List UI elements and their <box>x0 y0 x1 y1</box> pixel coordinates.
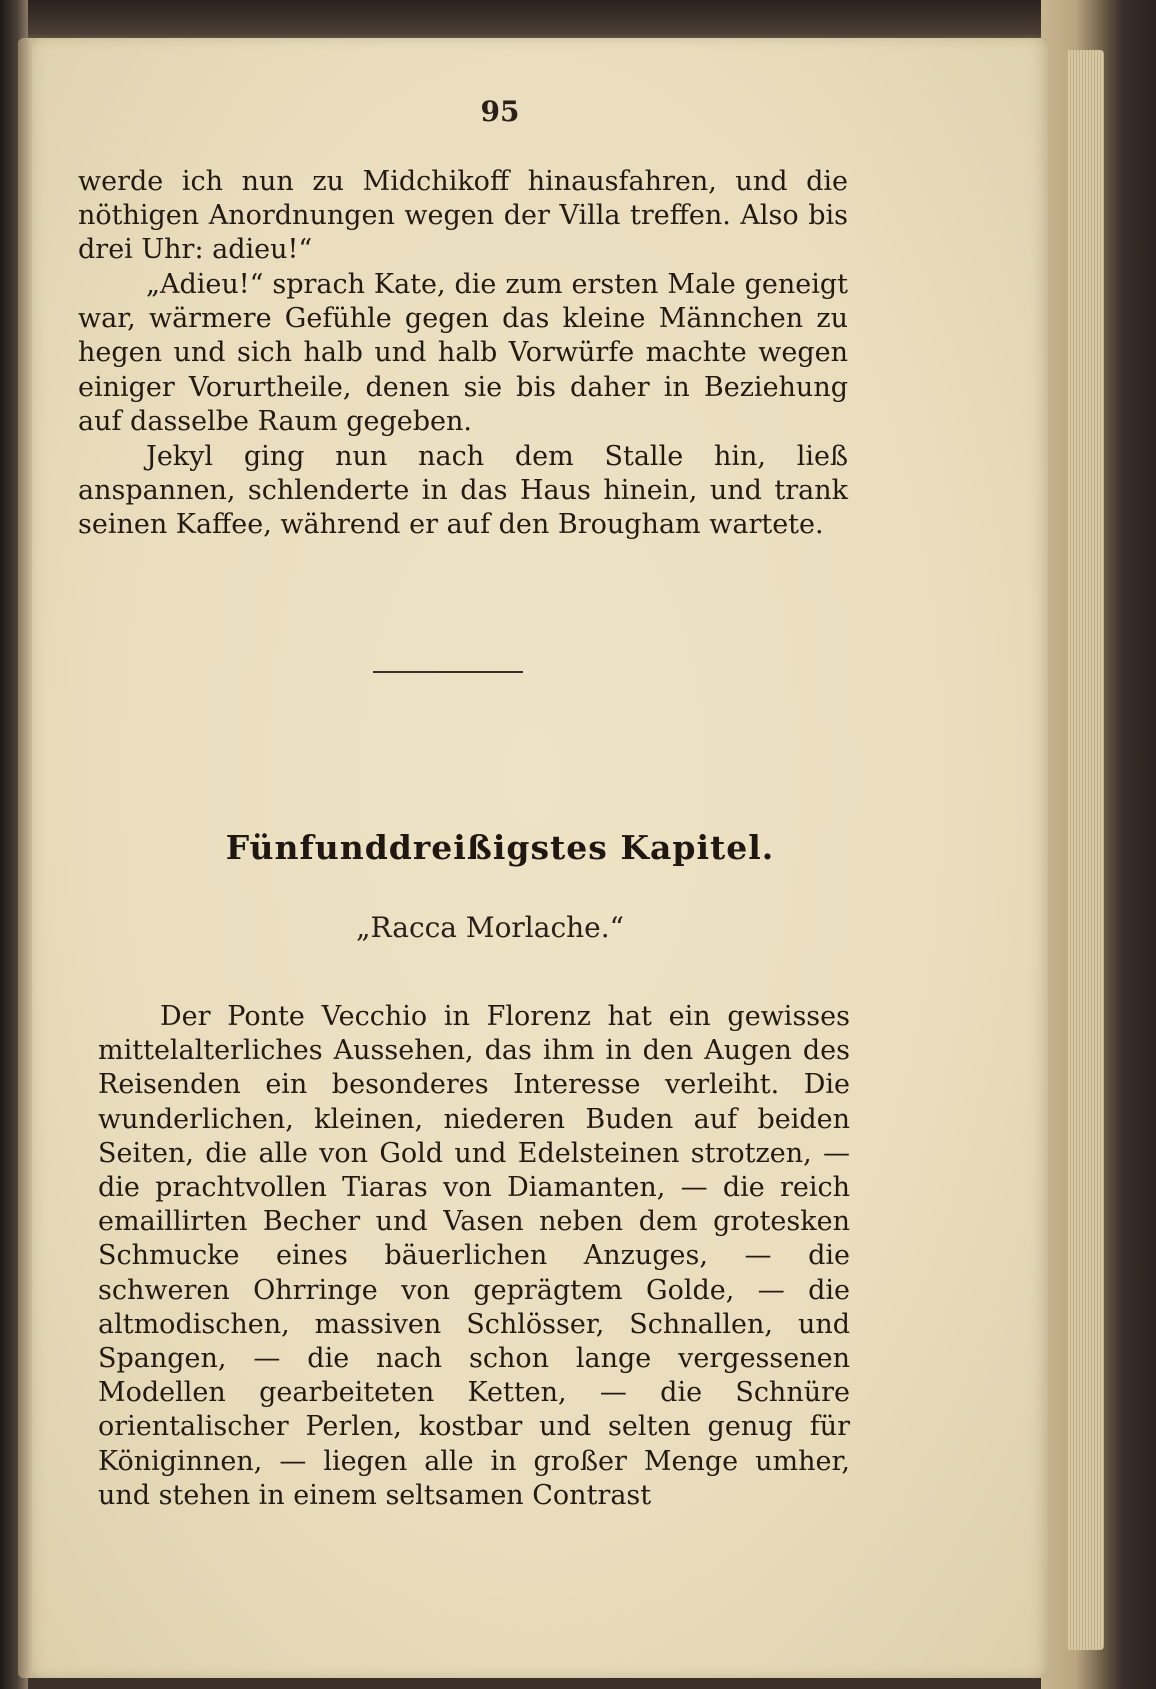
page-edges <box>1068 50 1104 1650</box>
page-gutter <box>18 38 32 1678</box>
paragraph-3: Jekyl ging nun nach dem Stalle hin, ließ anspannen, schlenderte in das Haus hinein, und trank seinen Kaffee, während er auf den Brougham wartete. <box>78 441 848 541</box>
page-number: 95 <box>480 95 520 128</box>
section-divider <box>373 671 523 673</box>
paragraph-1: werde ich nun zu Midchikoff hinausfahren, und die nöthigen Anordnungen wegen der Villa treffen. Also bis drei Uhr: adieu!“ <box>78 166 848 266</box>
paragraph-2: „Adieu!“ sprach Kate, die zum ersten Male geneigt war, wärmere Gefühle gegen das kleine Männchen zu hegen und sich halb und halb Vorwürfe machte wegen einiger Vorurtheile, denen sie bis daher in Beziehung auf dasselbe Raum gegeben. <box>78 269 848 437</box>
chapter-subtitle: „Racca Morlache.“ <box>356 911 624 944</box>
chapter-title: Fünfunddreißigstes Kapitel. <box>225 828 775 867</box>
paragraph-4: Der Ponte Vecchio in Florenz hat ein gewisses mittelalterliches Aussehen, das ihm in den Augen des Reisenden ein besonderes Interesse verleiht. Die wunderlichen, kleinen, niederen Buden auf beiden Seiten, die alle von Gold und Edelsteinen strotzen, — die prachtvollen Tiaras von Diamanten, — die reich emaillirten Becher und Vasen neben dem grotesken Schmucke eines bäuerlichen Anzuges, — die schweren Ohrringe von geprägtem Golde, — die altmodischen, massiven Schlösser, Schnallen, und Spangen, — die nach schon lange vergessenen Modellen gearbeiteten Ketten, — die Schnüre orientalischer Perlen, kostbar und selten genug für Königinnen, — liegen alle in großer Menge umher, und stehen in einem seltsamen Contrast <box>98 1001 850 1511</box>
book-page-block <box>1041 0 1156 1689</box>
